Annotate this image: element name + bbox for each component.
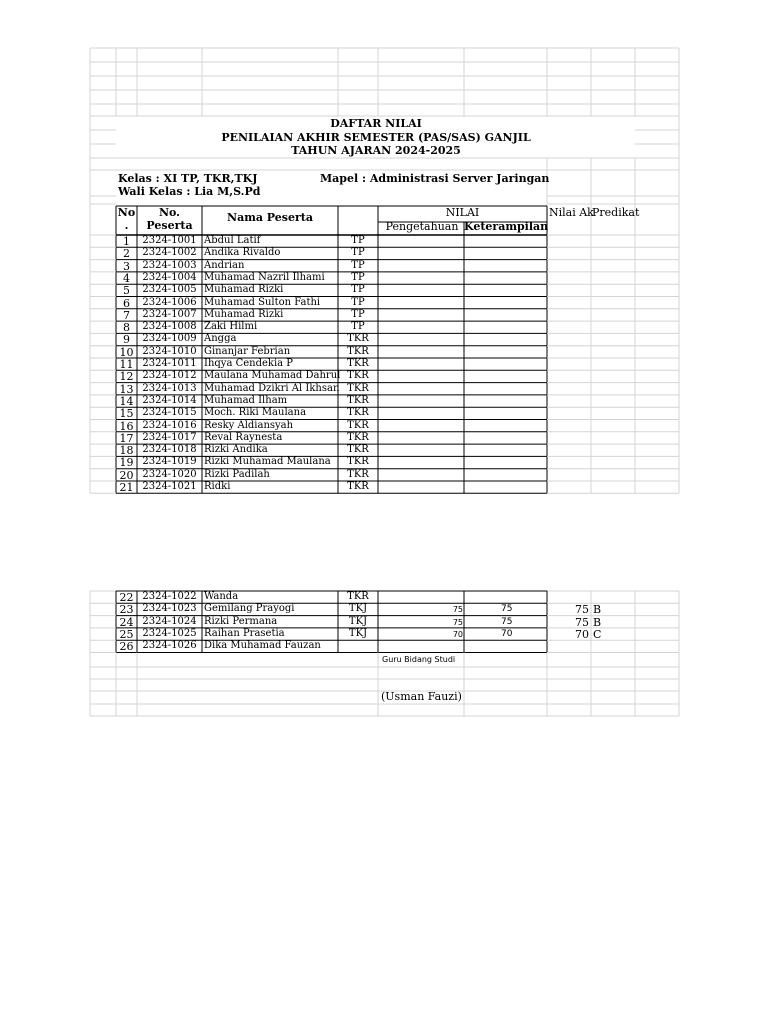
row-jurusan: TKR: [347, 591, 369, 602]
col-predikat: Predikat: [592, 206, 640, 219]
row-keterampilan: 70: [501, 628, 513, 639]
row-no: 22: [119, 591, 134, 604]
wali-kelas-label: Wali Kelas : Lia M,S.Pd: [118, 185, 261, 198]
row-jurusan: TKR: [347, 345, 369, 357]
row-peserta: 2324-1006: [142, 296, 197, 308]
row-nama: Wanda: [204, 591, 239, 602]
row-nama: Dika Muhamad Fauzan: [204, 640, 321, 652]
row-peserta: 2324-1021: [142, 481, 197, 492]
guru-name: (Usman Fauzi): [381, 690, 462, 703]
row-nama: Ihqya Cendekia P: [204, 358, 294, 369]
row-nama: Resky Aldiansyah: [204, 419, 294, 431]
row-peserta: 2324-1011: [142, 358, 197, 369]
row-nilai-akhir: 75: [575, 615, 589, 629]
row-nama: Reval Raynesta: [204, 431, 283, 443]
row-nama: Ginanjar Febrian: [204, 345, 291, 357]
row-no: 11: [119, 358, 134, 371]
row-nilai-akhir: 75: [575, 603, 589, 617]
row-peserta: 2324-1016: [142, 419, 197, 431]
row-no: 17: [119, 431, 134, 445]
row-no: 4: [123, 271, 130, 285]
row-predikat: C: [593, 627, 602, 641]
row-jurusan: TP: [351, 247, 365, 259]
row-nama: Angga: [204, 333, 237, 345]
row-nama: Rizki Muhamad Maulana: [204, 456, 331, 468]
row-no: 6: [123, 296, 130, 310]
row-jurusan: TP: [351, 284, 365, 296]
row-no: 16: [119, 419, 134, 433]
row-jurusan: TKR: [347, 468, 369, 480]
row-nama: Muhamad Ilham: [204, 394, 288, 406]
row-jurusan: TP: [351, 308, 365, 320]
row-no: 23: [119, 603, 134, 617]
row-peserta: 2324-1008: [142, 321, 197, 333]
row-no: 18: [119, 444, 134, 458]
row-jurusan: TKR: [347, 481, 369, 492]
row-no: 2: [123, 247, 130, 261]
row-peserta: 2324-1014: [142, 394, 197, 406]
row-nama: Maulana Muhamad Dahrul: [204, 370, 341, 382]
row-no: 9: [123, 333, 130, 347]
col-peserta-2: Peserta: [146, 219, 193, 232]
row-keterampilan: 75: [501, 616, 513, 627]
row-no: 3: [123, 259, 130, 273]
row-jurusan: TP: [351, 296, 365, 308]
row-peserta: 2324-1002: [142, 247, 197, 259]
guru-bidang-studi-label: Guru Bidang Studi: [382, 655, 456, 664]
row-peserta: 2324-1012: [142, 370, 197, 382]
row-no: 14: [119, 394, 134, 408]
row-no: 1: [123, 235, 130, 248]
row-jurusan: TKR: [347, 333, 369, 345]
col-no-dot: .: [124, 219, 129, 232]
row-no: 13: [119, 382, 134, 396]
row-nama: Raihan Prasetia: [204, 627, 285, 639]
row-peserta: 2324-1007: [142, 308, 197, 320]
row-peserta: 2324-1026: [142, 640, 197, 652]
row-peserta: 2324-1009: [142, 333, 197, 345]
row-pengetahuan: 75: [452, 605, 463, 615]
row-peserta: 2324-1022: [142, 591, 197, 602]
col-no: No: [117, 206, 136, 219]
row-peserta: 2324-1015: [142, 407, 197, 419]
row-no: 20: [119, 468, 134, 482]
row-jurusan: TKR: [347, 444, 369, 456]
row-nama: Zaki Hilmi: [204, 321, 258, 333]
row-jurusan: TKJ: [348, 627, 368, 639]
row-nama: Andika Rivaldo: [204, 247, 281, 259]
row-nama: Ridki: [204, 481, 231, 492]
row-jurusan: TKR: [347, 407, 369, 419]
row-jurusan: TKJ: [348, 603, 368, 615]
row-nama: Moch. Riki Maulana: [204, 407, 307, 419]
row-jurusan: TP: [351, 321, 365, 333]
row-nama: Muhamad Rizki: [204, 284, 284, 296]
row-nama: Rizki Andika: [204, 444, 268, 456]
col-keterampilan: Keterampilan: [464, 220, 549, 233]
col-nilai-akhir: Nilai Ak: [549, 206, 594, 219]
row-keterampilan: 75: [501, 604, 513, 615]
row-no: 21: [119, 481, 134, 494]
row-nama: Muhamad Sulton Fathi: [204, 296, 321, 308]
row-no: 12: [119, 370, 134, 384]
row-peserta: 2324-1010: [142, 345, 197, 357]
row-no: 5: [123, 284, 130, 298]
row-peserta: 2324-1018: [142, 444, 197, 456]
row-jurusan: TKR: [347, 394, 369, 406]
row-jurusan: TP: [351, 271, 365, 283]
row-peserta: 2324-1019: [142, 456, 197, 468]
row-peserta: 2324-1003: [142, 259, 197, 271]
col-nilai: NILAI: [445, 206, 480, 219]
row-peserta: 2324-1005: [142, 284, 197, 296]
row-peserta: 2324-1004: [142, 271, 197, 283]
row-jurusan: TKR: [347, 382, 369, 394]
row-peserta: 2324-1024: [142, 615, 197, 627]
row-pengetahuan: 75: [452, 617, 463, 627]
row-nama: Muhamad Nazril Ilhami: [204, 271, 325, 283]
row-nama: Rizki Permana: [204, 615, 278, 627]
row-peserta: 2324-1020: [142, 468, 197, 480]
row-peserta: 2324-1025: [142, 627, 197, 639]
row-jurusan: TKJ: [348, 615, 368, 627]
row-no: 15: [119, 407, 134, 421]
row-jurusan: TKR: [347, 358, 369, 369]
title-penilaian: PENILAIAN AKHIR SEMESTER (PAS/SAS) GANJIL: [221, 131, 531, 144]
row-no: 25: [119, 627, 134, 641]
col-pengetahuan: Pengetahuan: [385, 220, 459, 233]
row-pengetahuan: 70: [452, 629, 463, 639]
row-peserta: 2324-1001: [142, 235, 197, 246]
title-daftar-nilai: DAFTAR NILAI: [330, 117, 422, 130]
row-jurusan: TKR: [347, 370, 369, 382]
row-jurusan: TKR: [347, 419, 369, 431]
row-predikat: B: [593, 615, 602, 629]
row-jurusan: TP: [351, 259, 365, 271]
col-peserta: No.: [158, 206, 181, 219]
row-jurusan: TP: [351, 235, 365, 246]
row-no: 26: [119, 640, 134, 654]
col-nama-peserta: Nama Peserta: [227, 211, 313, 224]
row-no: 19: [119, 456, 134, 470]
row-nama: Muhamad Rizki: [204, 308, 284, 320]
row-no: 7: [123, 308, 130, 322]
kelas-label: Kelas : XI TP, TKR,TKJ: [118, 172, 258, 185]
mapel-label: Mapel : Administrasi Server Jaringan: [320, 172, 550, 185]
row-jurusan: TKR: [347, 431, 369, 443]
row-nama: Gemilang Prayogi: [204, 603, 295, 615]
row-predikat: B: [593, 603, 602, 617]
row-peserta: 2324-1023: [142, 603, 197, 615]
row-nama: Andrian: [204, 259, 245, 271]
row-nilai-akhir: 70: [575, 627, 589, 641]
row-jurusan: TKR: [347, 456, 369, 468]
row-peserta: 2324-1013: [142, 382, 197, 394]
row-no: 8: [123, 321, 130, 335]
row-nama: Rizki Padilah: [204, 468, 270, 480]
row-peserta: 2324-1017: [142, 431, 197, 443]
row-nama: Abdul Latif: [204, 235, 261, 246]
title-tahun-ajaran: TAHUN AJARAN 2024-2025: [291, 144, 461, 157]
row-no: 10: [119, 345, 134, 359]
row-no: 24: [119, 615, 134, 629]
row-nama: Muhamad Dzikri Al Ikhsan: [204, 382, 340, 394]
